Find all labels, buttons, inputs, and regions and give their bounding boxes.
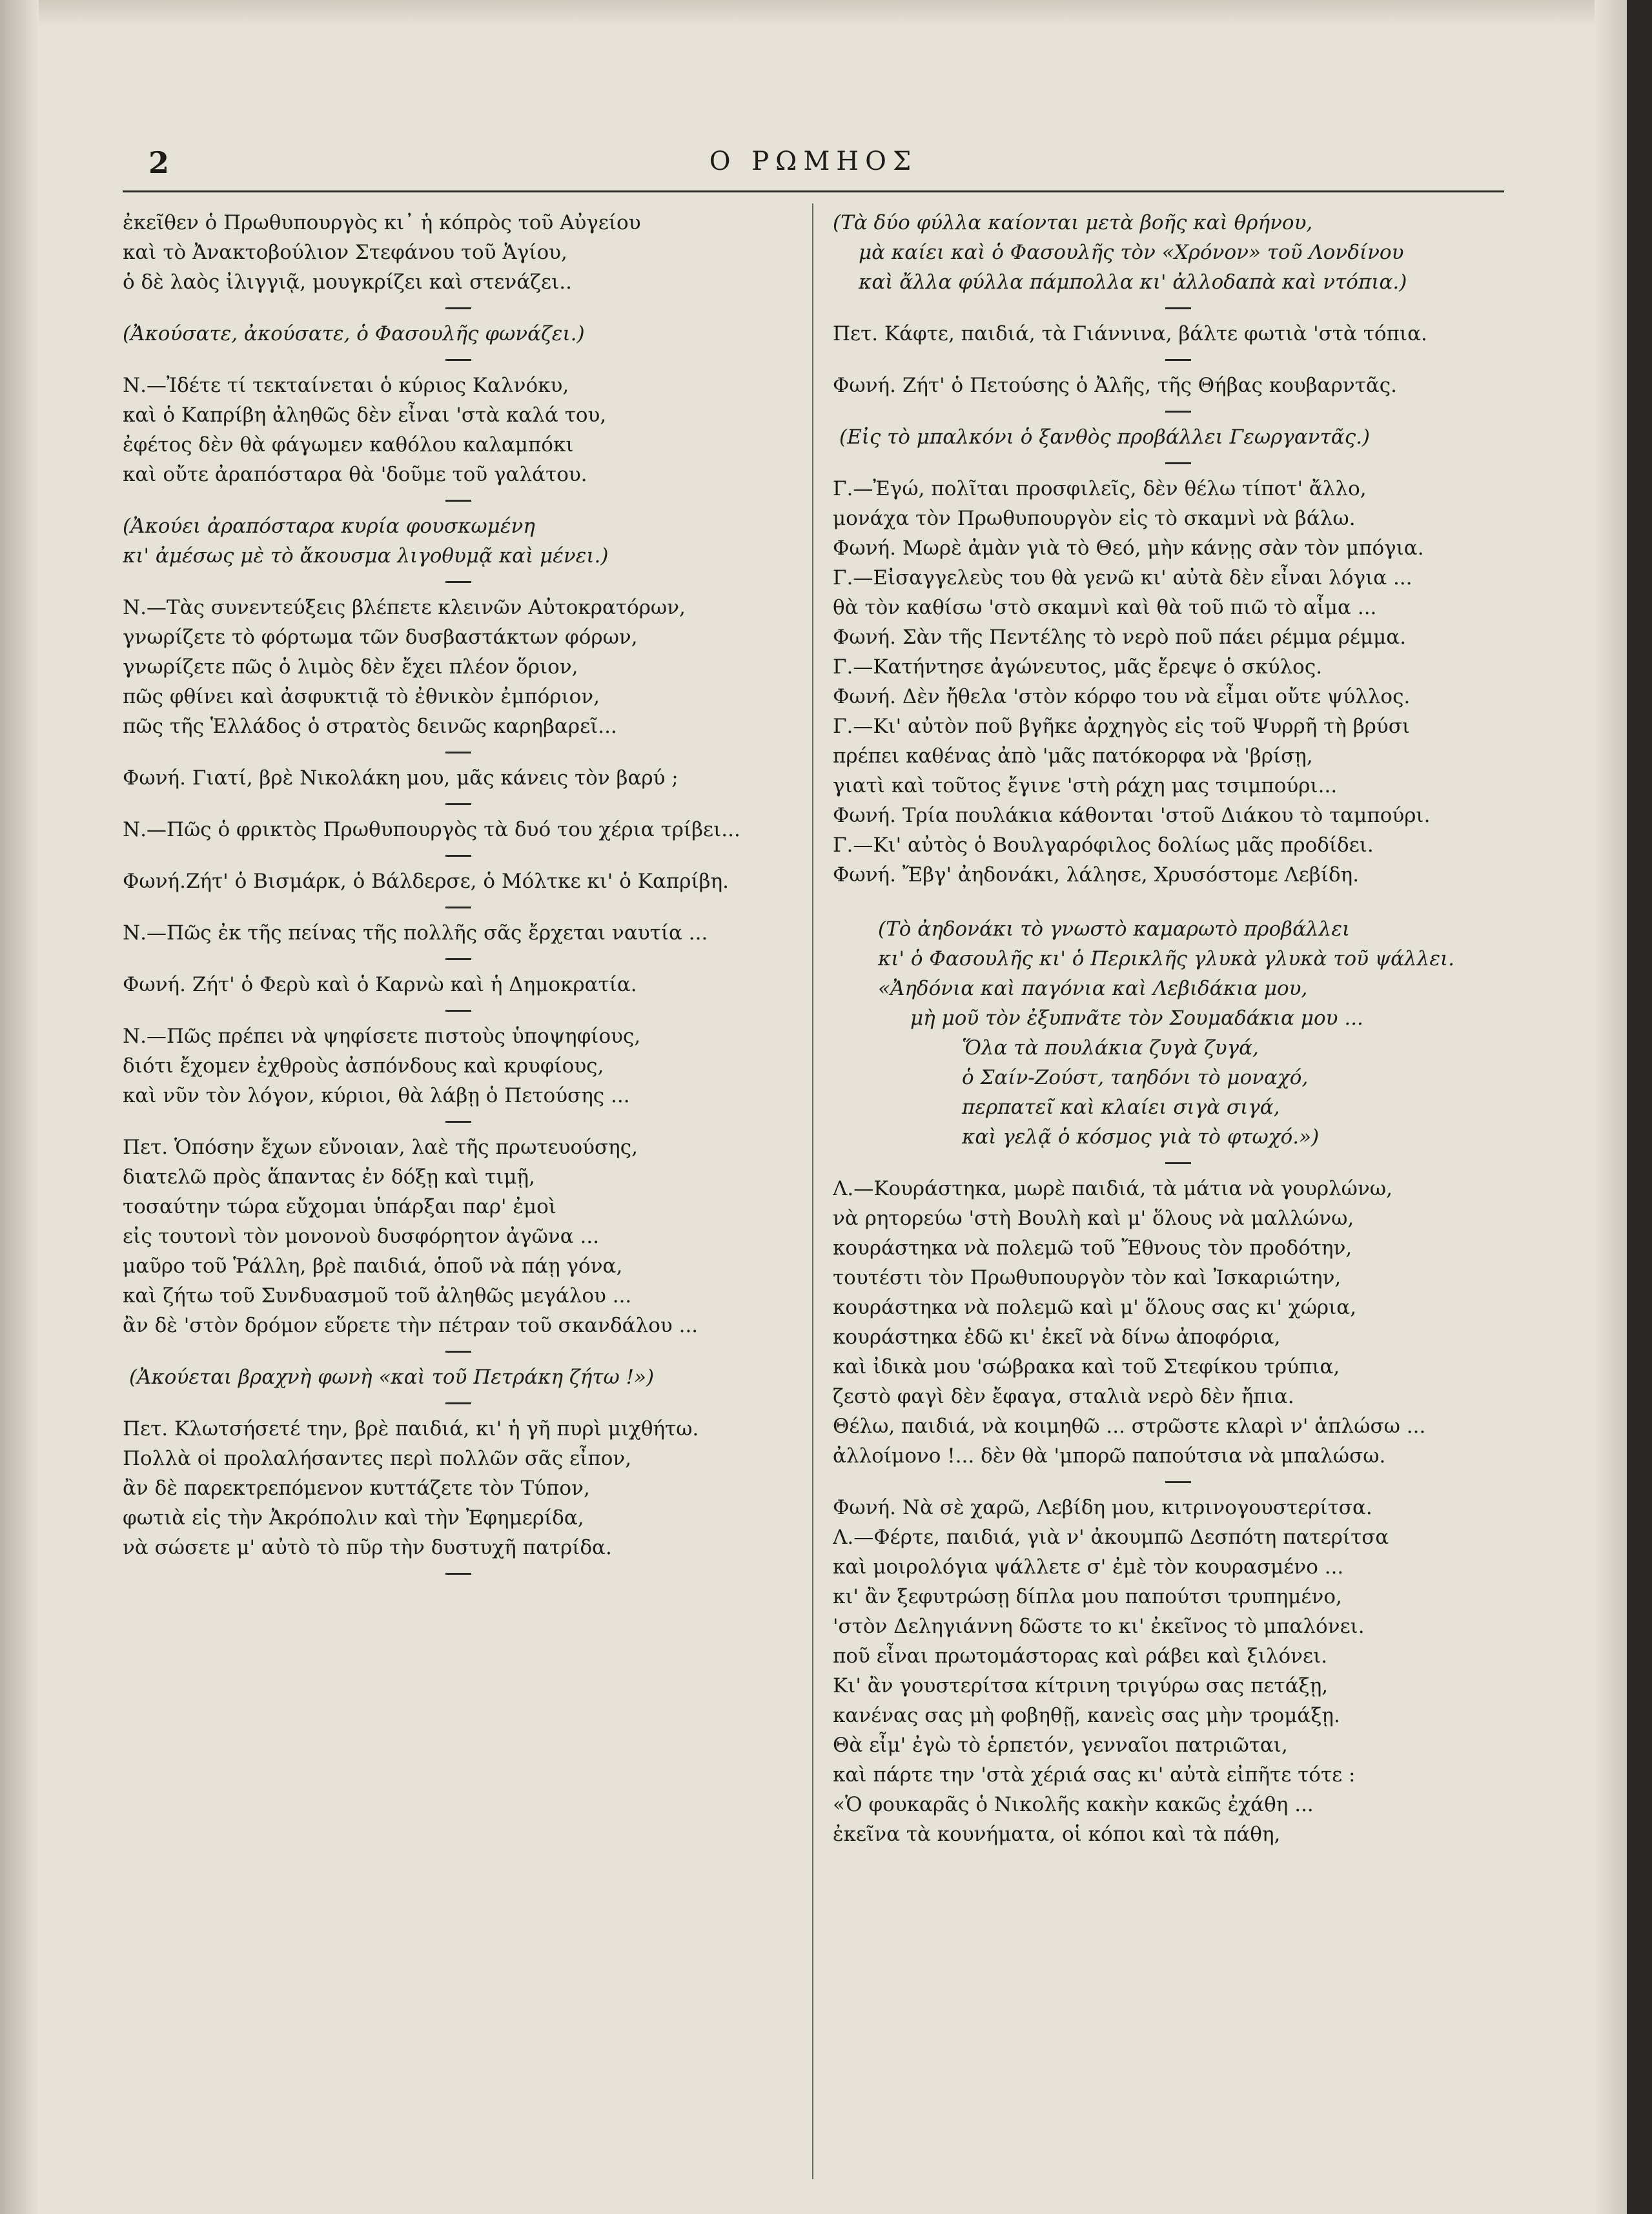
stage-direction: κι' ἀμέσως μὲ τὸ ἄκουσμα λιγοθυμᾷ καὶ μένει.) [123, 544, 609, 568]
separator-dash [833, 400, 1511, 422]
separator-dash [833, 1471, 1511, 1493]
separator-dash [123, 999, 797, 1021]
verse-line: Γ.—Κι' αὐτὸν ποῦ βγῆκε ἀρχηγὸς εἰς τοῦ Ψυρρῆ τὴ βρύσι [833, 715, 1411, 738]
verse-line: διατελῶ πρὸς ἅπαντας ἐν δόξῃ καὶ τιμῇ, [123, 1165, 535, 1189]
verse-line: Θέλω, παιδιά, νὰ κοιμηθῶ ... στρῶστε κλαρὶ ν' ἁπλώσω ... [833, 1415, 1426, 1438]
page-gutter-shade [1595, 0, 1627, 2214]
separator-dash [123, 896, 797, 918]
song-line: Ὅλα τὰ πουλάκια ζυγὰ ζυγά, [962, 1036, 1259, 1060]
verse-line: Πολλὰ οἱ προλαλήσαντες περὶ πολλῶν σᾶς εἶπον, [123, 1447, 632, 1470]
verse-line: τοσαύτην τώρα εὔχομαι ὑπάρξαι παρ' ἐμοὶ [123, 1195, 556, 1218]
verse-line: κι' ἂν ξεφυτρώσῃ δίπλα μου παπούτσι τρυπημένο, [833, 1585, 1342, 1608]
verse-line: πῶς τῆς Ἑλλάδος ὁ στρατὸς δεινῶς καρηβαρεῖ... [123, 715, 617, 738]
verse-line: ἀλλοίμονο !... δὲν θὰ 'μπορῶ παπούτσια νὰ μπαλώσω. [833, 1444, 1386, 1468]
verse-line: Ν.—Τὰς συνεντεύξεις βλέπετε κλεινῶν Αὐτοκρατόρων, [123, 596, 686, 619]
separator-dash [833, 1152, 1511, 1174]
separator-dash [123, 1392, 797, 1414]
stage-direction: (Τὰ δύο φύλλα καίονται μετὰ βοῆς καὶ θρήνου, [833, 211, 1313, 234]
song-line: περπατεῖ καὶ κλαίει σιγὰ σιγά, [962, 1096, 1280, 1119]
separator-dash [123, 1340, 797, 1362]
song-line: ὁ Σαίν-Ζούστ, ταηδόνι τὸ μοναχό, [962, 1066, 1309, 1089]
verse-line: Ν.—Ἰδέτε τί τεκταίνεται ὁ κύριος Καλνόκυ, [123, 374, 569, 397]
verse-line: πρέπει καθένας ἀπὸ 'μᾶς πατόκορφα νὰ 'βρίσῃ, [833, 744, 1313, 768]
verse-line: 'στὸν Δεληγιάννη δῶστε το κι' ἐκεῖνος τὸ μπαλόνει. [833, 1615, 1365, 1638]
left-column [123, 208, 797, 1584]
stage-direction: κι' ὁ Φασουλῆς κι' ὁ Περικλῆς γλυκὰ γλυκὰ τοῦ ψάλλει. [878, 947, 1454, 970]
verse-line: ἂν δὲ παρεκτρεπόμενον κυττάζετε τὸν Τύπον, [123, 1477, 590, 1500]
verse-line: Λ.—Φέρτε, παιδιά, γιὰ ν' ἀκουμπῶ Δεσπότη πατερίτσα [833, 1526, 1389, 1549]
page-left-shadow [0, 0, 39, 2214]
verse-line: ζεστὸ φαγὶ δὲν ἔφαγα, σταλιὰ νερὸ δὲν ἤπια. [833, 1385, 1294, 1408]
verse-line: κουράστηκα ἐδῶ κι' ἐκεῖ νὰ δίνω ἀποφόρια, [833, 1326, 1281, 1349]
verse-line: Πετ. Κάφτε, παιδιά, τὰ Γιάννινα, βάλτε φωτιὰ 'στὰ τόπια. [833, 322, 1427, 345]
verse-line: Φωνή. Μωρὲ ἀμὰν γιὰ τὸ Θεό, μὴν κάνῃς σὰν τὸν μπόγια. [833, 537, 1424, 560]
stage-direction: (Τὸ ἀηδονάκι τὸ γνωστὸ καμαρωτὸ προβάλλει [878, 917, 1351, 941]
verse-line: διότι ἔχομεν ἐχθροὺς ἀσπόνδους καὶ κρυφίους, [123, 1054, 604, 1078]
verse-line: Ν.—Πῶς ἐκ τῆς πείνας τῆς πολλῆς σᾶς ἔρχεται ναυτία ... [123, 921, 708, 945]
verse-line: Κι' ἂν γουστερίτσα κίτρινη τριγύρω σας πετάξῃ, [833, 1674, 1329, 1697]
verse-line: Ν.—Πῶς πρέπει νὰ ψηφίσετε πιστοὺς ὑποψηφίους, [123, 1025, 641, 1048]
verse-line: πῶς φθίνει καὶ ἀσφυκτιᾷ τὸ ἐθνικὸν ἐμπόριον, [123, 685, 600, 708]
verse-line: «Ὁ φουκαρᾶς ὁ Νικολῆς κακὴν κακῶς ἐχάθη ... [833, 1793, 1314, 1816]
verse-line: καὶ πάρτε την 'στὰ χέριά σας κι' αὐτὰ εἰπῆτε τότε : [833, 1763, 1356, 1787]
separator-dash [833, 349, 1511, 371]
separator-dash [123, 948, 797, 970]
stage-direction: μὰ καίει καὶ ὁ Φασουλῆς τὸν «Χρόνον» τοῦ Λονδίνου [859, 241, 1404, 264]
verse-line: Φωνή. Νὰ σὲ χαρῶ, Λεβίδη μου, κιτρινογουστερίτσα. [833, 1496, 1372, 1519]
verse-line: θὰ τὸν καθίσω 'στὸ σκαμνὶ καὶ θὰ τοῦ πιῶ τὸ αἷμα ... [833, 596, 1377, 619]
verse-line: γνωρίζετε πῶς ὁ λιμὸς δὲν ἔχει πλέον ὅριον, [123, 655, 578, 679]
verse-line: τουτέστι τὸν Πρωθυπουργὸν τὸν καὶ Ἰσκαριώτην, [833, 1266, 1341, 1289]
verse-line: κανένας σας μὴ φοβηθῇ, κανεὶς σας μὴν τρομάξῃ. [833, 1704, 1340, 1727]
verse-line: καὶ ὁ Καπρίβη ἀληθῶς δὲν εἶναι 'στὰ καλά του, [123, 404, 607, 427]
separator-dash [123, 1563, 797, 1584]
scan-edge [1627, 0, 1652, 2214]
verse-line: ὁ δὲ λαὸς ἰλιγγιᾷ, μουγκρίζει καὶ στενάζει.. [123, 271, 572, 294]
verse-line: Φωνή. Δὲν ἤθελα 'στὸν κόρφο του νὰ εἶμαι οὔτε ψύλλος. [833, 685, 1411, 708]
verse-line: Φωνή.Ζήτ' ὁ Βισμάρκ, ὁ Βάλδερσε, ὁ Μόλτκε κι' ὁ Καπρίβη. [123, 870, 729, 893]
verse-line: Ν.—Πῶς ὁ φρικτὸς Πρωθυπουργὸς τὰ δυό του χέρια τρίβει... [123, 818, 740, 841]
page-number: 2 [148, 145, 170, 180]
stage-direction: (Ἀκούει ἀραπόσταρα κυρία φουσκωμένη [123, 515, 535, 538]
verse-line: Γ.—Ἐγώ, πολῖται προσφιλεῖς, δὲν θέλω τίποτ' ἄλλο, [833, 477, 1367, 500]
verse-line: νὰ σώσετε μ' αὐτὸ τὸ πῦρ τὴν δυστυχῆ πατρίδα. [123, 1536, 612, 1559]
verse-line: Γ.—Κατήντησε ἀγώνευτος, μᾶς ἔρεψε ὁ σκύλος. [833, 655, 1323, 679]
verse-line: καὶ τὸ Ἀνακτοβούλιον Στεφάνου τοῦ Ἁγίου, [123, 241, 567, 264]
verse-line: Φωνή. Σὰν τῆς Πεντέλης τὸ νερὸ ποῦ πάει ρέμμα ρέμμα. [833, 626, 1407, 649]
separator-dash [123, 571, 797, 593]
verse-line: κουράστηκα νὰ πολεμῶ τοῦ Ἔθνους τὸν προδότην, [833, 1236, 1352, 1260]
verse-line: γιατὶ καὶ τοῦτος ἔγινε 'στὴ ράχη μας τσιμπούρι... [833, 774, 1338, 797]
verse-line: καὶ νῦν τὸν λόγον, κύριοι, θὰ λάβῃ ὁ Πετούσης ... [123, 1084, 630, 1107]
column-divider [812, 203, 813, 2179]
separator-dash [123, 1111, 797, 1133]
stage-direction: καὶ ἄλλα φύλλα πάμπολλα κι' ἀλλοδαπὰ καὶ ντόπια.) [859, 271, 1407, 294]
verse-line: Φωνή. Τρία πουλάκια κάθονται 'στοῦ Διάκου τὸ ταμπούρι. [833, 804, 1431, 827]
verse-line: Λ.—Κουράστηκα, μωρὲ παιδιά, τὰ μάτια νὰ γουρλώνω, [833, 1177, 1392, 1200]
verse-line: Γ.—Εἰσαγγελεὺς του θὰ γενῶ κι' αὐτὰ δὲν εἶναι λόγια ... [833, 566, 1412, 589]
verse-line: Θὰ εἶμ' ἐγὼ τὸ ἑρπετόν, γενναῖοι πατριῶται, [833, 1734, 1288, 1757]
verse-line: καὶ ζήτω τοῦ Συνδυασμοῦ τοῦ ἀληθῶς μεγάλου ... [123, 1284, 632, 1307]
separator-dash [123, 741, 797, 763]
verse-line: εἰς τουτονὶ τὸν μονονοὺ δυσφόρητον ἀγῶνα ... [123, 1225, 600, 1248]
verse-line: Φωνή. Ζήτ' ὁ Φερὺ καὶ ὁ Καρνὼ καὶ ἡ Δημοκρατία. [123, 973, 637, 996]
verse-line: νὰ ρητορεύω 'στὴ Βουλὴ καὶ μ' ὅλους νὰ μαλλώνω, [833, 1207, 1354, 1230]
separator-dash [833, 452, 1511, 474]
separator-dash [833, 297, 1511, 319]
verse-line: Γ.—Κι' αὐτὸς ὁ Βουλγαρόφιλος δολίως μᾶς προδίδει. [833, 834, 1374, 857]
verse-line: Φωνή. Ζήτ' ὁ Πετούσης ὁ Ἀλῆς, τῆς Θήβας κουβαρντᾶς. [833, 374, 1397, 397]
verse-line: φωτιὰ εἰς τὴν Ἀκρόπολιν καὶ τὴν Ἐφημερίδα, [123, 1506, 584, 1530]
song-line: «Ἀηδόνια καὶ παγόνια καὶ Λεβιδάκια μου, [878, 977, 1308, 1000]
verse-line: μαῦρο τοῦ Ῥάλλη, βρὲ παιδιά, ὁποῦ νὰ πάῃ γόνα, [123, 1255, 623, 1278]
stage-direction: (Ἀκούεται βραχνὴ φωνὴ «καὶ τοῦ Πετράκη ζήτω !») [129, 1366, 655, 1389]
song-line: μὴ μοῦ τὸν ἐξυπνᾶτε τὸν Σουμαδάκια μου ... [910, 1007, 1363, 1030]
verse-line: ἐκεῖνα τὰ κουνήματα, οἱ κόποι καὶ τὰ πάθη, [833, 1823, 1281, 1846]
verse-line: γνωρίζετε τὸ φόρτωμα τῶν δυσβαστάκτων φόρων, [123, 626, 638, 649]
verse-line: καὶ μοιρολόγια ψάλλετε σ' ἐμὲ τὸν κουρασμένο ... [833, 1555, 1344, 1579]
verse-line: ἂν δὲ 'στὸν δρόμον εὕρετε τὴν πέτραν τοῦ σκανδάλου ... [123, 1314, 699, 1337]
separator-dash [123, 349, 797, 371]
separator-dash [123, 489, 797, 511]
right-column [833, 208, 1511, 1849]
verse-line: Φωνή. Γιατί, βρὲ Νικολάκη μου, μᾶς κάνεις τὸν βαρύ ; [123, 766, 678, 790]
verse-line: ποῦ εἶναι πρωτομάστορας καὶ ράβει καὶ ξιλόνει. [833, 1645, 1328, 1668]
stage-direction: (Εἰς τὸ μπαλκόνι ὁ ξανθὸς προβάλλει Γεωργαντᾶς.) [839, 425, 1371, 449]
verse-line: καὶ ἰδικὰ μου 'σώβρακα καὶ τοῦ Στεφίκου τρύπια, [833, 1355, 1340, 1379]
verse-line: ἐφέτος δὲν θὰ φάγωμεν καθόλου καλαμπόκι [123, 433, 574, 456]
verse-line: κουράστηκα νὰ πολεμῶ καὶ μ' ὅλους σας κι' χώρια, [833, 1296, 1357, 1319]
separator-dash [123, 297, 797, 319]
song-line: καὶ γελᾷ ὁ κόσμος γιὰ τὸ φτωχό.») [962, 1125, 1320, 1149]
verse-line: καὶ οὔτε ἀραπόσταρα θὰ 'δοῦμε τοῦ γαλάτου. [123, 463, 587, 486]
stage-direction: (Ἀκούσατε, ἀκούσατε, ὁ Φασουλῆς φωνάζει.) [123, 322, 585, 345]
verse-line: ἐκεῖθεν ὁ Πρωθυπουργὸς κι᾽ ἡ κόπρὸς τοῦ Αὐγείου [123, 211, 641, 234]
separator-dash [123, 793, 797, 815]
page-header [123, 145, 1504, 190]
page-top-shadow [0, 0, 1652, 26]
running-title: Ο ΡΩΜΗΟΣ [709, 147, 918, 176]
verse-line: μονάχα τὸν Πρωθυπουργὸν εἰς τὸ σκαμνὶ νὰ βάλω. [833, 507, 1356, 530]
verse-line: Φωνή. Ἔβγ' ἀηδονάκι, λάλησε, Χρυσόστομε Λεβίδη. [833, 863, 1360, 887]
verse-line: Πετ. Κλωτσήσετέ την, βρὲ παιδιά, κι' ἡ γῆ πυρὶ μιχθήτω. [123, 1417, 699, 1440]
header-rule [123, 190, 1504, 192]
separator-dash [123, 845, 797, 866]
verse-line: Πετ. Ὁπόσην ἔχων εὔνοιαν, λαὲ τῆς πρωτευούσης, [123, 1136, 638, 1159]
